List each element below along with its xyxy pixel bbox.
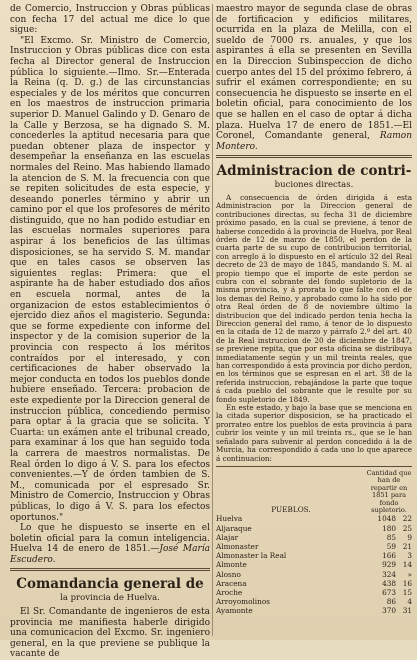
table-row <box>216 606 412 615</box>
table-header-cantidad: Cantidad que han de repartir en 1851 para fondo supletorio. <box>366 468 412 514</box>
table-row <box>216 514 412 523</box>
table-row <box>216 533 412 542</box>
left-paragraph-4: El Sr. Comandante de ingenieros de esta provincia me manifiesta haberle dirigido una comunicacion del Excmo. Sr. ingeniero general, en la que previene se publique la vacante de <box>10 607 210 660</box>
pueblos-table <box>216 470 412 616</box>
pueblo-reales: 59 <box>386 541 396 551</box>
left-paragraph-3-text: Lo que he dispuesto se inserte en el boletin oficial para la comun inteligencia. Huelva 14 de enero de 1851.— <box>10 523 210 555</box>
pueblo-reales: 166 <box>382 551 396 561</box>
table-row <box>216 524 412 533</box>
pueblo-reales: 929 <box>382 560 396 570</box>
table-header-pueblos: PUEBLOS. <box>271 505 311 515</box>
pueblo-name: Huelva <box>216 514 243 524</box>
table-row <box>216 551 412 560</box>
pueblo-reales: 370 <box>382 606 396 616</box>
pueblo-maravedis: 22 <box>402 514 412 524</box>
section-subheading-comandancia: la provincia de Huelva. <box>60 593 160 604</box>
pueblo-reales: 85 <box>386 532 396 542</box>
pueblo-name: Almonaster la Real <box>216 551 287 561</box>
table-row <box>216 570 412 579</box>
right-signature: Ramon Montero. <box>216 131 412 152</box>
section-divider <box>10 568 210 571</box>
table-row <box>216 597 412 606</box>
pueblo-maravedis: 25 <box>402 523 412 533</box>
pueblo-name: Ayamonte <box>216 606 253 616</box>
administracion-body <box>216 194 412 463</box>
pueblo-name: Aroche <box>216 587 243 597</box>
table-row <box>216 542 412 551</box>
pueblo-maravedis: 16 <box>402 578 412 588</box>
left-paragraph-1: de Comercio, Instruccion y Obras públicas con fecha 17 del actual me dice lo que sigue: <box>10 4 210 36</box>
right-column <box>216 4 412 636</box>
right-paragraph-3: En este estado, y bajo la base que se menciona en la citada superior disposicion, se ha practicado el prorrateo entre los pueblos de esta provincia á para cubrir los veinte y un mil treinta rs., que se le han señalado para subvenir al perdon concedido á la de Murcia, ha correspondido á cada uno lo que aparece á continuacion: <box>216 403 412 463</box>
pueblo-reales: 180 <box>382 523 396 533</box>
pueblo-maravedis: 14 <box>402 560 412 570</box>
pueblo-reales: 324 <box>382 569 396 579</box>
pueblo-maravedis: » <box>407 569 412 579</box>
pueblo-name: Aracena <box>216 578 247 588</box>
pueblo-maravedis: 9 <box>407 532 412 542</box>
section-divider-right <box>216 155 412 158</box>
pueblo-maravedis: 3 <box>407 551 412 561</box>
left-column <box>10 4 210 660</box>
pueblo-name: Aljaraque <box>216 523 252 533</box>
pueblo-reales: 86 <box>386 597 396 607</box>
left-paragraph-3 <box>10 523 210 565</box>
pueblo-maravedis: 4 <box>407 597 412 607</box>
pueblo-maravedis: 15 <box>402 587 412 597</box>
pueblo-name: Alosno <box>216 569 241 579</box>
section-heading-administracion: Administracion de contri- <box>216 163 412 180</box>
left-signature: José María Escudero. <box>10 544 210 565</box>
pueblo-name: Alajar <box>216 532 239 542</box>
pueblo-maravedis: 21 <box>402 541 412 551</box>
table-row <box>216 560 412 569</box>
section-subheading-administracion: buciones directas. <box>274 180 354 191</box>
right-paragraph-1 <box>216 4 412 152</box>
pueblo-reales: 673 <box>382 587 396 597</box>
right-paragraph-1-text: maestro mayor de segunda clase de obras de fortificacion y edificios militares, ocurrida en la plaza de Melilla, con el sueldo de 7000 rs. anuales, y que los aspirantes á ella se presenten en Sevilla en la Direccion Subinspeccion de dicho cuerpo antes del 15 del próximo febrero, á sufrir el exámen correspondiente; en su consecuencia he dispuesto se inserte en el boletin oficial, para conocimiento de los que se hallen en el caso de optar á dicha plaza. Huelva 17 de enero de 1851.—El Coronel, Comandante general, <box>216 4 412 142</box>
section-heading-comandancia: Comandancia general de <box>16 576 204 593</box>
pueblo-reales: 438 <box>382 578 396 588</box>
left-paragraph-2: "El Excmo. Sr. Ministro de Comercio, Instruccion y Obras públicas dice con esta fecha al Director general de Instruccion pública lo siguiente.—Ilmo. Sr.—Enterada la Reina (q. D. g.) de las circunstancias especiales y de los méritos que concurren en los maestros de instruccion primaria superior D. Manuel Galindo y D. Genaro de la Calle y Berzosa, se ha dignado S. M. concederles la aptitud necesaria para que puedan obtener plaza de inspector y desempeñar la enseñanza en las escuelas normales del Reino. Mas habiendo llamado la atencion de S. M. la frecuencia con que se repiten solicitudes de esta especie, y deseando ponerles término y abrir un camino por el que los profesores de mérito distinguido, que no han podido estudiar en las escuelas normales superiores para aspirar á los beneficios de las últimas disposiciones, se ha servido S. M. mandar que en tales casos se observen las siguientes reglas: Primera: que el aspirante ha de haber estudiado dos años en escuela normal, antes de la organizacion de estos establecimientos ó ejercido diez años el magisterio. Segunda: que se forme expediente con informe del inspector y de la comision superior de la provincia con respecto á los méritos contraídos por el interesado, y con certificaciones de haber observado la mejor conducta en todos los pueblos donde hubiere enseñado. Tercera: probacion de este expediente por la Direccion general de instruccion pública, concediendo permiso para optar á la gracia que se solicita. Y Cuarta: un exámen ante el tribunal creado, para examinar á los que han seguido toda la carrera de maestros normalistas. De Real órden lo digo á V. S. para los efectos convenientes.—Y de órden tambien de S. M., comunicada por el espresado Sr. Ministro de Comercio, Instruccion y Obras públicas, lo digo á V. S. para los efectos oportunos." <box>10 35 210 523</box>
pueblo-name: Almonte <box>216 560 247 570</box>
table-row <box>216 579 412 588</box>
table-row <box>216 588 412 597</box>
pueblo-name: Almonaster <box>216 541 259 551</box>
pueblo-name: Arroyomolinos <box>216 597 270 607</box>
table-top-rule <box>216 466 412 467</box>
table-header-row <box>216 470 412 514</box>
pueblo-reales: 1048 <box>377 514 396 524</box>
pueblo-maravedis: 31 <box>402 606 412 616</box>
column-divider <box>212 4 213 636</box>
right-paragraph-2: A consecuencia de órden dirigida á esta Administracion por la Direccion general de contribuciones directas, su fecha 31 de diciembre próximo pasado, en la cual se previene, á tenor de haberse concedido á la provincia de Huelva, por Real órden de 12 de marzo de 1850, el perdon de la cuarta parte de su cupo de contribucion territorial, con arreglo á lo dispuesto en el artículo 32 del Real decreto de 23 de mayo de 1845, mandando S. M. al propio tiempo que el importe de este perdon se cubra con el sobrante del fondo supletorio de la misma provincia, y á prorata lo que falte con el de los demas del Reino, y aprobado como lo ha sido por otra Real órden de 8 de noviembre último la distribucion que del indicado perdon tenia hecha la Direccion general del ramo, á tenor de lo dispuesto en la citada de 12 de marzo y párrafo 2.º del art. 40 de la Real instruccion de 20 de diciembre de 1847, se previene repita, que por esta oficina se distribuya inmediatamente según y un mil treinta reales, que han correspondido á esta provincia por dicho perdon, en los términos que se espresan en el art. 38 de la referida instruccion, rebajándose la parte que toque á cada pueblo del sobrante que le resulte por su fondo supletorio de 1849. <box>216 192 412 404</box>
table-body <box>216 514 412 615</box>
